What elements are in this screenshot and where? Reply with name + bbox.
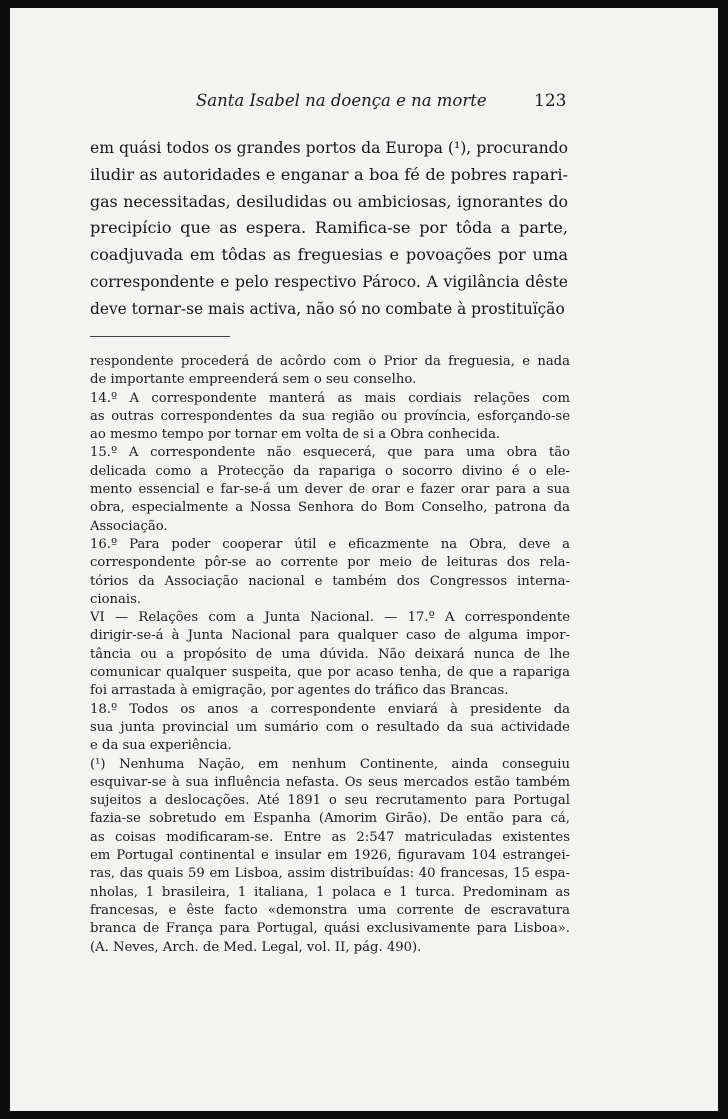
footnote-line: esquivar-se à sua influência nefasta. Os seus mercados estão também (90, 774, 570, 790)
footnote-line: 18.º Todos os anos a correspondente enviará à presidente da (90, 701, 570, 717)
footnote-line: obra, especialmente a Nossa Senhora do Bom Conselho, patrona da (90, 500, 570, 516)
main-text-line: iludir as autoridades e enganar a boa fé de pobres rapari- (90, 164, 568, 184)
footnote-line: 15.º A correspondente não esquecerá, que para uma obra tão (90, 445, 570, 461)
footnote-line: correspondente pôr-se ao corrente por meio de leituras dos rela- (90, 555, 570, 571)
page-number: 123 (534, 91, 567, 111)
footnote-line: ras, das quais 59 em Lisboa, assim distribuídas: 40 francesas, 15 espa- (90, 866, 570, 882)
footnote-line: as coisas modificaram-se. Entre as 2:547 matriculadas existentes (90, 829, 570, 845)
main-text-line: gas necessitadas, desiludidas ou ambiciosas, ignorantes do (90, 191, 568, 211)
footnote-line: delicada como a Protecção da rapariga o socorro divino é o ele- (90, 463, 570, 479)
footnote-line: tância ou a propósito de uma dúvida. Não deixará nunca de lhe (90, 646, 570, 662)
footnote-line: francesas, e êste facto «demonstra uma corrente de escravatura (90, 902, 570, 918)
footnote-line: Associação. (90, 518, 168, 534)
footnote-line: tórios da Associação nacional e também dos Congressos interna- (90, 573, 570, 589)
running-title: Santa Isabel na doença e na morte (196, 91, 487, 110)
footnote-line: ao mesmo tempo por tornar em volta de si a Obra conhecida. (90, 427, 501, 443)
footnote-line: sujeitos a deslocações. Até 1891 o seu recrutamento para Portugal (90, 793, 570, 809)
footnote-line: em Portugal continental e insular em 1926, figuravam 104 estrangei- (90, 848, 570, 864)
main-text-line: deve tornar-se mais activa, não só no combate à prostituïção (90, 299, 565, 318)
footnote-line: respondente procederá de acôrdo com o Prior da freguesia, e nada (90, 354, 570, 369)
footnote-line: foi arrastada à emigração, por agentes do tráfico das Brancas. (90, 683, 509, 699)
footnote-line: nholas, 1 brasileira, 1 italiana, 1 polaca e 1 turca. Predominam as (90, 884, 570, 900)
footnote-line: (¹) Nenhuma Nação, em nenhum Continente, ainda conseguiu (90, 756, 570, 772)
footnote-line: dirigir-se-á à Junta Nacional para qualquer caso de alguma impor- (90, 628, 570, 644)
footnote-line: e da sua experiência. (90, 738, 232, 754)
footnote-line: comunicar qualquer suspeita, que por acaso tenha, de que a rapariga (90, 665, 570, 681)
footnote-line: (A. Neves, Arch. de Med. Legal, vol. II, pág. 490). (90, 939, 422, 955)
footnote-line: as outras correspondentes da sua região ou província, esforçando-se (90, 408, 570, 424)
footnote-separator (90, 336, 230, 337)
footnote-line: mento essencial e far-se-á um dever de orar e fazer orar para a sua (90, 482, 570, 498)
main-text-line: correspondente e pelo respectivo Pároco. A vigilância dêste (90, 272, 568, 291)
main-text-line: em quási todos os grandes portos da Europa (¹), procurando (90, 139, 568, 157)
footnote-line: branca de França para Portugal, quási exclusivamente para Lisboa». (90, 921, 570, 937)
footnote-line: VI — Relações com a Junta Nacional. — 17.º A correspondente (90, 610, 570, 626)
footnote-line: fazia-se sobretudo em Espanha (Amorim Girão). De então para cá, (90, 811, 570, 827)
book-page (10, 8, 718, 1111)
running-head (10, 91, 718, 115)
footnote-line: 14.º A correspondente manterá as mais cordiais relações com (90, 390, 570, 406)
footnotes (90, 353, 570, 957)
main-text-line: coadjuvada em tôdas as freguesias e povoações por uma (90, 245, 568, 265)
main-text (90, 135, 568, 323)
main-text-line: precipício que as espera. Ramifica-se por tôda a parte, (90, 218, 568, 238)
footnote-line: sua junta provincial um sumário com o resultado da sua actividade (90, 719, 570, 735)
footnote-line: de importante empreenderá sem o seu conselho. (90, 372, 417, 388)
footnote-line: cionais. (90, 591, 142, 607)
footnote-line: 16.º Para poder cooperar útil e eficazmente na Obra, deve a (90, 536, 570, 552)
